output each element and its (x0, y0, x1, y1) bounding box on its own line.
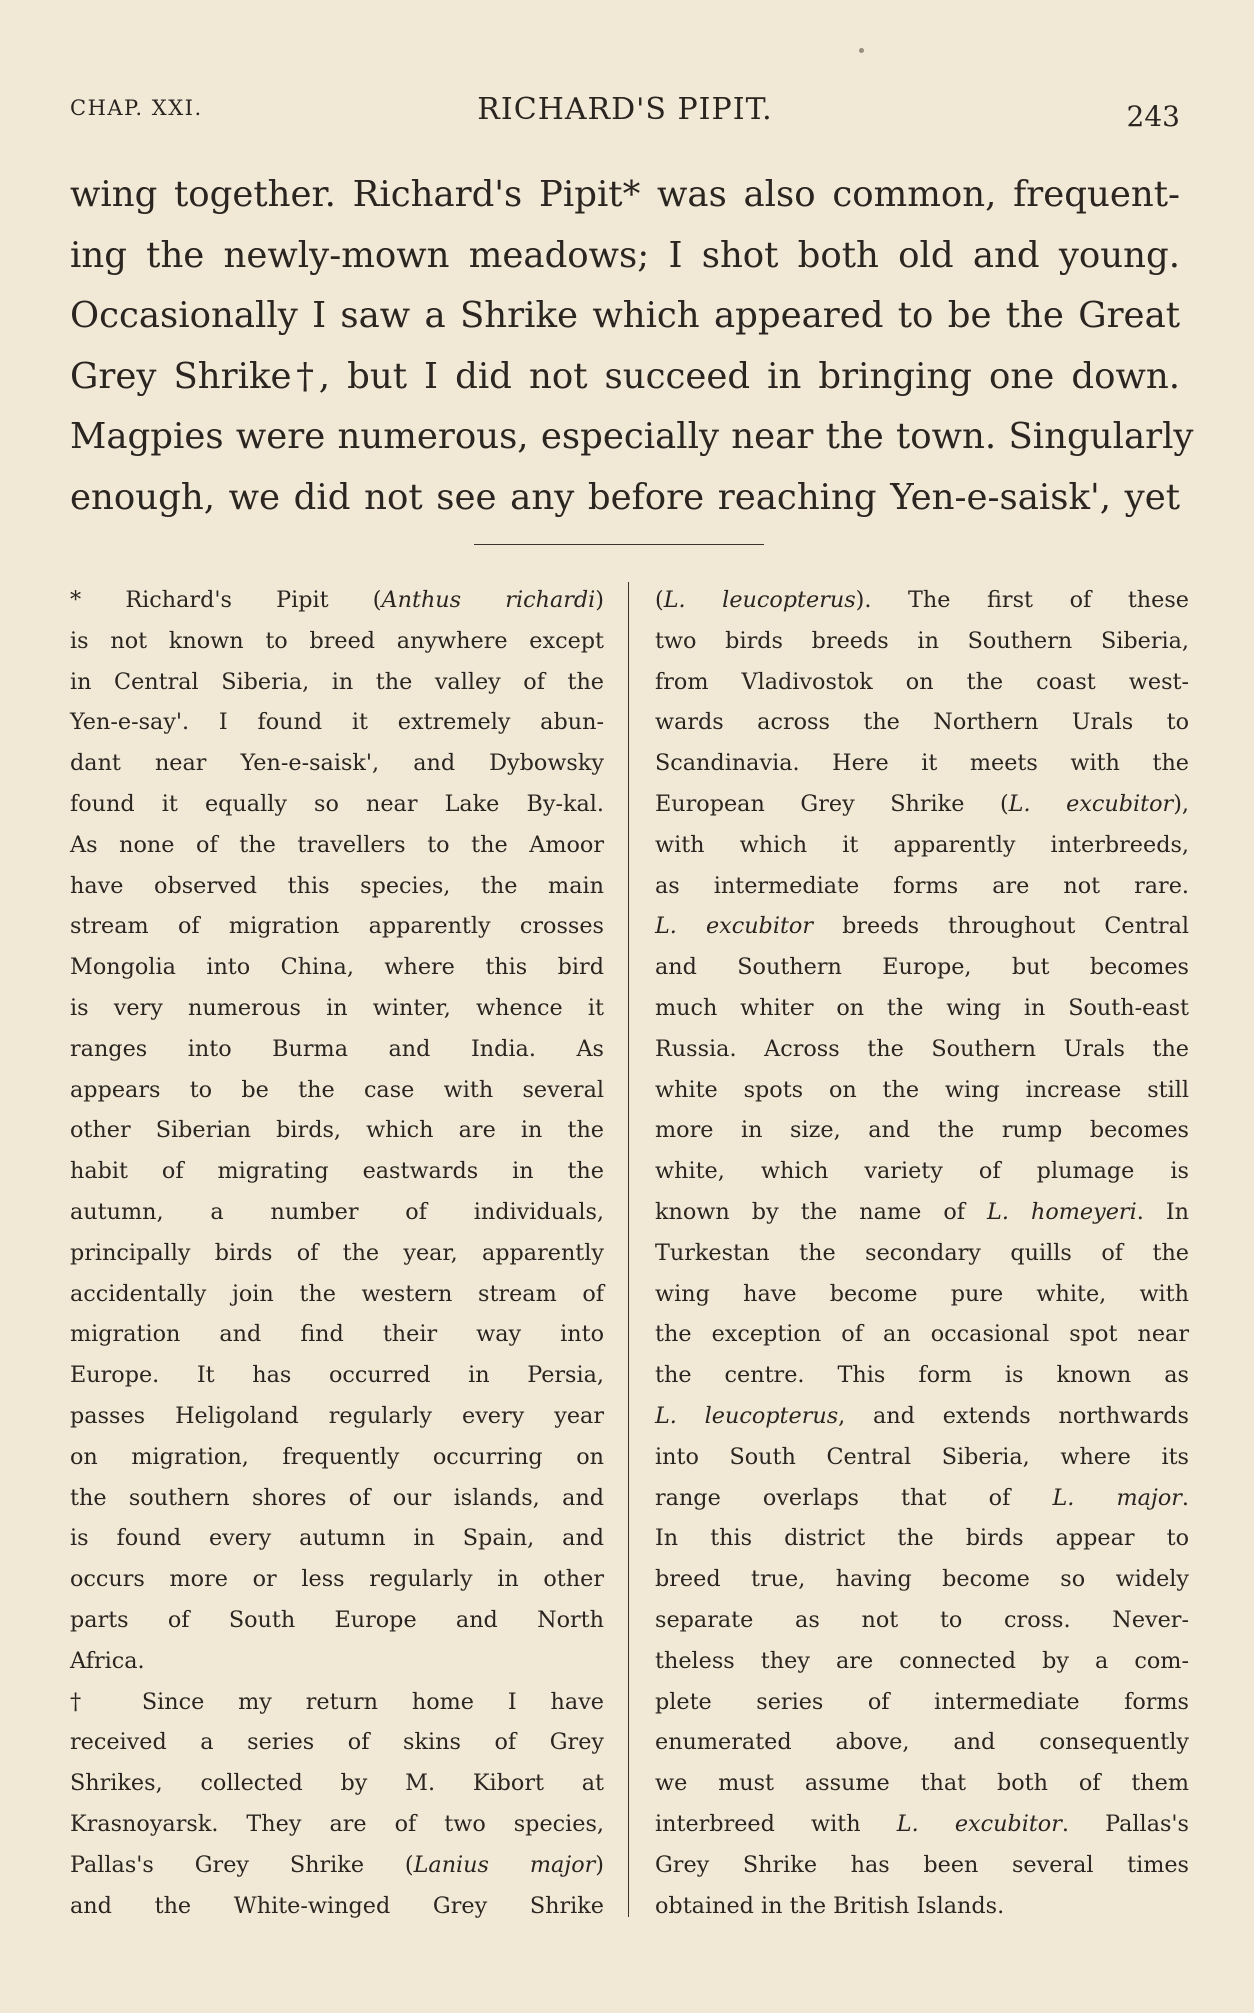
footnote-text: accidentally join the western stream of (70, 1280, 604, 1307)
footnote-line (655, 784, 1189, 825)
footnote-line (655, 1110, 1189, 1151)
footnote-text: the exception of an occasional spot near (655, 1321, 1189, 1348)
body-line: enough, we did not see any before reaching Yen-e-saisk', yet (70, 476, 1180, 518)
species-name: L. homeyeri (987, 1198, 1137, 1225)
footnote-text: Mongolia into China, where this bird (70, 954, 604, 981)
footnote-line (70, 866, 604, 907)
footnote-line (655, 1233, 1189, 1274)
footnote-line (70, 1437, 604, 1478)
footnote-line (70, 1396, 604, 1437)
footnote-text: . (1181, 1484, 1189, 1511)
footnote-line (655, 702, 1189, 743)
footnote-line (655, 1396, 1189, 1437)
footnote-line (70, 947, 604, 988)
footnote-line (70, 621, 604, 662)
footnote-line (70, 1478, 604, 1519)
footnote-line (70, 1314, 604, 1355)
footnote-text: and Southern Europe, but becomes (655, 954, 1189, 981)
footnote-line (70, 1886, 604, 1927)
species-name: L. excubitor (896, 1810, 1062, 1837)
body-line: ing the newly-mown meadows; I shot both old and young. (70, 234, 1180, 276)
footnote-line (70, 825, 604, 866)
footnote-line (655, 1722, 1189, 1763)
footnote-line (655, 621, 1189, 662)
footnote-line (655, 1518, 1189, 1559)
footnote-text: * Richard's Pipit ( (70, 587, 382, 613)
footnote-text: ) (595, 1851, 604, 1878)
footnote-text: is not known to breed anywhere except (70, 627, 604, 654)
footnote-text: range overlaps that of (655, 1484, 1053, 1511)
footnote-text: Africa. (70, 1647, 145, 1674)
footnote-line (70, 702, 604, 743)
footnote-text: In this district the birds appear to (655, 1525, 1189, 1552)
footnote-text: dant near Yen-e-saisk', and Dybowsky (70, 750, 604, 777)
body-line: Magpies were numerous, especially near the town. Singularly (70, 416, 1194, 457)
footnote-text: the southern shores of our islands, and (70, 1484, 604, 1511)
footnote-text: from Vladivostok on the coast west- (655, 668, 1189, 695)
footnote-text: Pallas's Grey Shrike ( (70, 1851, 414, 1878)
footnote-line (655, 1845, 1189, 1886)
footnote-text: occurs more or less regularly in other (70, 1566, 604, 1593)
footnote-text: passes Heligoland regularly every year (70, 1402, 604, 1429)
footnote-text: obtained in the British Islands. (655, 1892, 1005, 1919)
footnote-line (655, 947, 1189, 988)
footnote-line (70, 1518, 604, 1559)
footnote-line (655, 1192, 1189, 1233)
species-name: L. major (1052, 1484, 1182, 1511)
running-header (70, 92, 1180, 132)
footnote-line (655, 1559, 1189, 1600)
footnote-text: Yen-e-say'. I found it extremely abun- (70, 709, 604, 736)
footnote-text: Grey Shrike has been several times (655, 1851, 1189, 1878)
footnote-text: received a series of skins of Grey (70, 1729, 604, 1756)
footnote-line (70, 1151, 604, 1192)
footnote-line (70, 743, 604, 784)
footnote-text: † Since my return home I have (70, 1688, 604, 1715)
footnote-line (655, 906, 1189, 947)
footnote-line (70, 1233, 604, 1274)
footnote-text: wards across the Northern Urals to (655, 709, 1189, 736)
footnote-line (70, 1804, 604, 1845)
footnote-line (655, 1314, 1189, 1355)
footnote-text: , and extends northwards (838, 1402, 1189, 1429)
footnote-text: into South Central Siberia, where its (655, 1443, 1189, 1470)
chapter-label: CHAP. XXI. (70, 96, 203, 120)
footnote-line (655, 1070, 1189, 1111)
footnote-text: principally birds of the year, apparently (70, 1239, 604, 1266)
footnote-text: ) (595, 587, 604, 613)
footnote-line (655, 743, 1189, 784)
footnote-text: the centre. This form is known as (655, 1362, 1189, 1389)
species-name: L. excubitor (655, 913, 814, 940)
footnote-text: European Grey Shrike ( (655, 790, 1009, 817)
footnote-line (70, 1600, 604, 1641)
column-divider (628, 582, 629, 1917)
ink-speck (859, 48, 864, 53)
footnote-line (70, 662, 604, 703)
footnote-text: we must assume that both of them (655, 1770, 1189, 1797)
footnote-text: is found every autumn in Spain, and (70, 1525, 604, 1552)
footnote-line (655, 580, 1189, 621)
species-name: Anthus richardi (381, 587, 596, 613)
footnote-text: breeds throughout Central (813, 913, 1189, 940)
body-line: wing together. Richard's Pipit* was also common, frequent- (70, 174, 1180, 215)
footnote-line (655, 866, 1189, 907)
footnote-text: Scandinavia. Here it meets with the (655, 750, 1189, 777)
footnote-line (70, 784, 604, 825)
footnote-text: Russia. Across the Southern Urals the (655, 1035, 1189, 1062)
footnote-line (655, 1274, 1189, 1315)
footnote-line (70, 1070, 604, 1111)
footnote-text: found it equally so near Lake By-kal. (70, 790, 604, 817)
footnote-text: Shrikes, collected by M. Kibort at (70, 1770, 604, 1797)
footnote-line (655, 988, 1189, 1029)
footnote-text: habit of migrating eastwards in the (70, 1158, 604, 1185)
footnote-line (70, 1641, 604, 1682)
footnote-line (70, 1559, 604, 1600)
footnote-text: is very numerous in winter, whence it (70, 994, 604, 1021)
footnote-text: with which it apparently interbreeds, (655, 831, 1189, 858)
footnote-separator (474, 544, 764, 545)
species-name: L. excubitor (1008, 790, 1174, 817)
footnote-line (70, 1845, 604, 1886)
footnote-text: ranges into Burma and India. As (70, 1035, 604, 1062)
main-text (70, 165, 1194, 528)
footnote-line (70, 1763, 604, 1804)
footnote-text: migration and find their way into (70, 1321, 604, 1348)
footnote-text: more in size, and the rump becomes (655, 1117, 1189, 1144)
footnote-line (655, 1151, 1189, 1192)
footnote-line (70, 1192, 604, 1233)
footnote-text: stream of migration apparently crosses (70, 913, 604, 940)
footnote-text: ( (655, 587, 664, 613)
footnote-text: appears to be the case with several (70, 1076, 604, 1103)
body-line: Occasionally I saw a Shrike which appeared to be the Great (70, 295, 1180, 336)
footnote-text: ). The first of these (855, 587, 1189, 613)
footnote-line (655, 1804, 1189, 1845)
footnote-line (70, 1682, 604, 1723)
footnote-text: Europe. It has occurred in Persia, (70, 1362, 604, 1389)
footnote-line (655, 662, 1189, 703)
footnote-line (655, 1763, 1189, 1804)
footnote-line (655, 1641, 1189, 1682)
footnote-text: Turkestan the secondary quills of the (655, 1239, 1189, 1266)
footnote-line (655, 1355, 1189, 1396)
footnote-line (70, 1722, 604, 1763)
footnote-text: interbreed with (655, 1810, 897, 1837)
footnote-text: parts of South Europe and North (70, 1606, 604, 1633)
footnote-line (70, 1110, 604, 1151)
footnote-text: breed true, having become so widely (655, 1566, 1189, 1593)
footnote-line (655, 1600, 1189, 1641)
footnote-text: Krasnoyarsk. They are of two species, (70, 1810, 604, 1837)
footnote-text: plete series of intermediate forms (655, 1688, 1189, 1715)
footnote-text: have observed this species, the main (70, 872, 604, 899)
footnote-text: white, which variety of plumage is (655, 1158, 1189, 1185)
footnote-line (655, 1437, 1189, 1478)
footnote-text: ), (1173, 790, 1190, 817)
footnote-text: theless they are connected by a com- (655, 1647, 1189, 1674)
footnote-text: wing have become pure white, with (655, 1280, 1189, 1307)
footnote-line (70, 1274, 604, 1315)
footnote-text: on migration, frequently occurring on (70, 1443, 604, 1470)
footnote-line (70, 1029, 604, 1070)
footnote-line (655, 1682, 1189, 1723)
footnote-text: . In (1136, 1198, 1190, 1225)
footnote-line (70, 580, 604, 621)
footnote-text: known by the name of (655, 1198, 988, 1225)
body-line: Grey Shrike†, but I did not succeed in bringing one down. (70, 355, 1180, 397)
species-name: L. leucopterus (663, 587, 856, 613)
footnote-line (655, 1478, 1189, 1519)
footnote-text: and the White-winged Grey Shrike (70, 1892, 604, 1919)
footnote-text: separate as not to cross. Never- (655, 1606, 1189, 1633)
footnote-text: two birds breeds in Southern Siberia, (655, 627, 1189, 654)
species-name: L. leucopterus (655, 1402, 839, 1429)
footnote-text: much whiter on the wing in South-east (655, 994, 1189, 1021)
footnote-text: As none of the travellers to the Amoor (70, 831, 604, 858)
footnote-column-right (655, 580, 1189, 1926)
footnote-line (70, 906, 604, 947)
species-name: Lanius major (413, 1851, 596, 1878)
footnote-line (655, 825, 1189, 866)
footnote-text: enumerated above, and consequently (655, 1729, 1189, 1756)
footnote-line (70, 988, 604, 1029)
footnote-text: other Siberian birds, which are in the (70, 1117, 604, 1144)
running-title: RICHARD'S PIPIT. (477, 92, 773, 127)
footnote-text: as intermediate forms are not rare. (655, 872, 1189, 899)
footnote-text: in Central Siberia, in the valley of the (70, 668, 604, 695)
footnote-line (70, 1355, 604, 1396)
footnote-column-left (70, 580, 604, 1926)
page-number: 243 (1126, 100, 1180, 133)
footnote-line (655, 1886, 1189, 1927)
footnote-text: white spots on the wing increase still (655, 1076, 1189, 1103)
footnote-text: . Pallas's (1061, 1810, 1189, 1837)
footnote-line (655, 1029, 1189, 1070)
footnote-text: autumn, a number of individuals, (70, 1198, 604, 1225)
